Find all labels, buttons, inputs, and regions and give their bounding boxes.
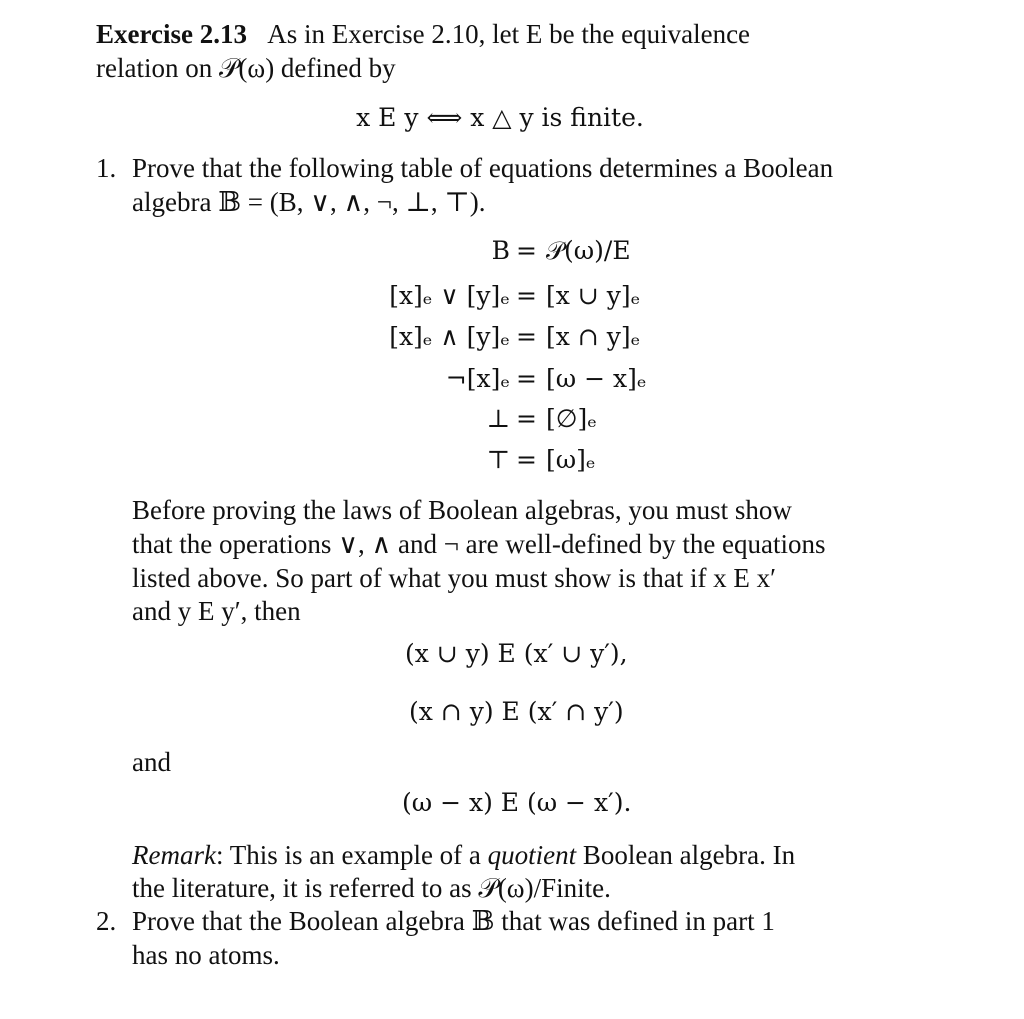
eq-lhs: ⊤ [486,445,510,474]
eq-lhs: ¬[x]ₑ [445,364,510,393]
eq-sign: = [516,364,537,393]
part2-line1: Prove that the Boolean algebra 𝔹 that was defined in part 1 [132,906,775,936]
part1-number: 1. [96,153,117,183]
remark-label: Remark [132,840,216,870]
paragraph-line: listed above. So part of what you must show is that if x E x′ [132,563,777,593]
exercise-label: Exercise 2.13 [96,19,247,49]
eq-sign: = [516,445,537,474]
eq-lhs: [x]ₑ ∧ [y]ₑ [389,322,510,351]
equivalence-definition: x E y ⟺ x △ y is finite. [356,103,644,132]
eq-lhs: [x]ₑ ∨ [y]ₑ [389,281,510,310]
display-union: (x ∪ y) E (x′ ∪ y′), [405,639,628,668]
eq-rhs: [x ∩ y]ₑ [546,322,641,351]
eq-rhs: [∅]ₑ [546,404,597,433]
eq-rhs: 𝒫(ω)/E [546,236,631,265]
display-complement: (ω − x) E (ω − x′). [402,788,632,817]
remark-text-b: Boolean algebra. In [576,840,796,870]
eq-sign: = [516,404,537,433]
eq-lhs: B [491,236,510,265]
part2-line2: has no atoms. [132,940,280,970]
eq-rhs: [ω − x]ₑ [546,364,647,393]
eq-sign: = [516,236,537,265]
remark-line2: the literature, it is referred to as 𝒫(ω)/Finite. [132,873,611,903]
part2-number: 2. [96,906,117,936]
exercise-intro-line2: relation on 𝒫(ω) defined by [96,53,396,83]
part1-line1: Prove that the following table of equations determines a Boolean [132,153,834,183]
remark-emphasis: quotient [487,840,577,870]
eq-sign: = [516,322,537,351]
paragraph-line: that the operations ∨, ∧ and ¬ are well-defined by the equations [132,529,826,559]
exercise-header-line [96,17,750,51]
paragraph-line: Before proving the laws of Boolean algebras, you must show [132,495,792,525]
eq-sign: = [516,281,537,310]
exercise-intro-line1: As in Exercise 2.10, let E be the equivalence [267,19,751,49]
eq-lhs: ⊥ [486,404,510,433]
paragraph-line: and y E y′, then [132,596,301,626]
display-intersection: (x ∩ y) E (x′ ∩ y′) [409,697,624,726]
eq-rhs: [x ∪ y]ₑ [546,281,641,310]
and-word: and [132,747,171,777]
remark-line1 [132,838,795,872]
eq-rhs: [ω]ₑ [546,445,596,474]
remark-text-a: : This is an example of a [215,840,488,870]
part1-line2: algebra 𝔹 = (B, ∨, ∧, ¬, ⊥, ⊤). [132,187,486,217]
